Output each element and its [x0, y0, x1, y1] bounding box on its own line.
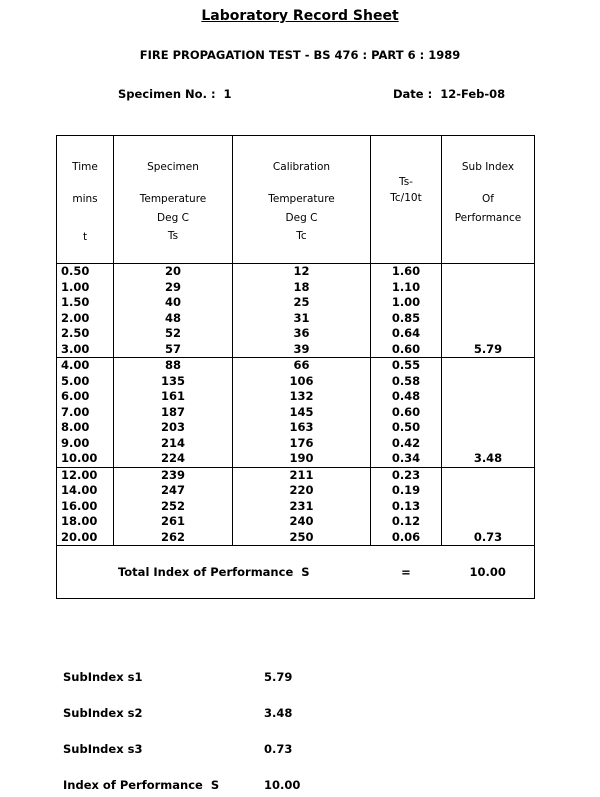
calibration-temp-cell: 190 — [233, 451, 371, 467]
time-cell: 16.00 — [57, 499, 114, 515]
ratio-cell: 1.00 — [371, 295, 442, 311]
time-cell: 18.00 — [57, 514, 114, 530]
header-subindex: Sub Index Of Performance — [442, 136, 535, 264]
table-row — [57, 499, 535, 515]
specimen-temp-cell: 161 — [114, 389, 233, 405]
calibration-temp-cell: 18 — [233, 280, 371, 296]
time-cell: 20.00 — [57, 530, 114, 546]
subindex-cell — [442, 326, 535, 342]
total-equals: = — [371, 546, 442, 599]
specimen-temp-cell: 88 — [114, 358, 233, 374]
table-row — [57, 264, 535, 280]
calibration-temp-cell: 176 — [233, 436, 371, 452]
header-time: Time mins t — [57, 136, 114, 264]
calibration-temp-cell: 163 — [233, 420, 371, 436]
ratio-cell: 0.42 — [371, 436, 442, 452]
table-row — [57, 483, 535, 499]
subindex-cell — [442, 405, 535, 421]
time-cell: 2.50 — [57, 326, 114, 342]
specimen-temp-cell: 135 — [114, 374, 233, 390]
calibration-temp-cell: 106 — [233, 374, 371, 390]
ratio-cell: 0.34 — [371, 451, 442, 467]
ratio-cell: 0.48 — [371, 389, 442, 405]
ratio-cell: 0.12 — [371, 514, 442, 530]
time-cell: 14.00 — [57, 483, 114, 499]
table-row — [57, 326, 535, 342]
subindex-cell: 3.48 — [442, 451, 535, 467]
time-cell: 8.00 — [57, 420, 114, 436]
ratio-cell: 0.50 — [371, 420, 442, 436]
table-row — [57, 436, 535, 452]
subindex-cell — [442, 389, 535, 405]
specimen-temp-cell: 262 — [114, 530, 233, 546]
total-value: 10.00 — [442, 546, 535, 599]
time-cell: 9.00 — [57, 436, 114, 452]
calibration-temp-cell: 25 — [233, 295, 371, 311]
subindex-cell — [442, 436, 535, 452]
table-row — [57, 389, 535, 405]
time-cell: 12.00 — [57, 467, 114, 483]
calibration-temp-cell: 231 — [233, 499, 371, 515]
specimen-temp-cell: 57 — [114, 342, 233, 358]
ratio-cell: 0.60 — [371, 342, 442, 358]
results-table — [56, 135, 535, 599]
time-cell: 0.50 — [57, 264, 114, 280]
time-cell: 4.00 — [57, 358, 114, 374]
calibration-temp-cell: 240 — [233, 514, 371, 530]
calibration-temp-cell: 36 — [233, 326, 371, 342]
specimen-temp-cell: 40 — [114, 295, 233, 311]
calibration-temp-cell: 211 — [233, 467, 371, 483]
calibration-temp-cell: 31 — [233, 311, 371, 327]
document-title: Laboratory Record Sheet — [201, 8, 399, 24]
table-row — [57, 405, 535, 421]
calibration-temp-cell: 250 — [233, 530, 371, 546]
subindex-cell — [442, 420, 535, 436]
subindex-cell — [442, 311, 535, 327]
ratio-cell: 0.64 — [371, 326, 442, 342]
ratio-cell: 1.10 — [371, 280, 442, 296]
header-specimen: Specimen Temperature Deg C Ts — [114, 136, 233, 264]
table-row — [57, 358, 535, 374]
specimen-temp-cell: 48 — [114, 311, 233, 327]
subindex-cell — [442, 358, 535, 374]
time-cell: 7.00 — [57, 405, 114, 421]
subindex-cell — [442, 264, 535, 280]
subindex-cell — [442, 514, 535, 530]
table-row — [57, 530, 535, 546]
summary-value-s3: 0.73 — [264, 742, 293, 756]
subindex-cell: 0.73 — [442, 530, 535, 546]
table-row — [57, 514, 535, 530]
calibration-temp-cell: 145 — [233, 405, 371, 421]
subindex-cell — [442, 280, 535, 296]
test-subtitle: FIRE PROPAGATION TEST - BS 476 : PART 6 : 1989 — [139, 48, 461, 62]
test-date: Date : 12-Feb-08 — [393, 87, 506, 101]
specimen-temp-cell: 187 — [114, 405, 233, 421]
ratio-cell: 0.58 — [371, 374, 442, 390]
total-row — [57, 546, 535, 599]
calibration-temp-cell: 39 — [233, 342, 371, 358]
summary-label-s3: SubIndex s3 — [63, 742, 143, 756]
time-cell: 5.00 — [57, 374, 114, 390]
summary-value-s2: 3.48 — [264, 706, 293, 720]
subindex-cell — [442, 374, 535, 390]
ratio-cell: 1.60 — [371, 264, 442, 280]
ratio-cell: 0.55 — [371, 358, 442, 374]
specimen-temp-cell: 203 — [114, 420, 233, 436]
summary-value-s1: 5.79 — [264, 670, 293, 684]
ratio-cell: 0.23 — [371, 467, 442, 483]
subindex-cell — [442, 483, 535, 499]
summary-label-total: Index of Performance S — [63, 778, 220, 792]
header-calibration: Calibration Temperature Deg C Tc — [233, 136, 371, 264]
time-cell: 6.00 — [57, 389, 114, 405]
specimen-temp-cell: 52 — [114, 326, 233, 342]
table-row — [57, 374, 535, 390]
time-cell: 3.00 — [57, 342, 114, 358]
header-ratio: Ts- Tc/10t — [371, 136, 442, 264]
specimen-number: Specimen No. : 1 — [118, 87, 232, 101]
table-row — [57, 467, 535, 483]
table-row — [57, 311, 535, 327]
specimen-temp-cell: 239 — [114, 467, 233, 483]
table-header-row — [57, 136, 535, 264]
subindex-cell: 5.79 — [442, 342, 535, 358]
subindex-cell — [442, 295, 535, 311]
time-cell: 1.00 — [57, 280, 114, 296]
ratio-cell: 0.06 — [371, 530, 442, 546]
total-label: Total Index of Performance S — [57, 546, 371, 599]
specimen-temp-cell: 29 — [114, 280, 233, 296]
table-row — [57, 342, 535, 358]
time-cell: 2.00 — [57, 311, 114, 327]
calibration-temp-cell: 66 — [233, 358, 371, 374]
specimen-temp-cell: 247 — [114, 483, 233, 499]
specimen-temp-cell: 214 — [114, 436, 233, 452]
time-cell: 10.00 — [57, 451, 114, 467]
specimen-temp-cell: 20 — [114, 264, 233, 280]
table-row — [57, 280, 535, 296]
table-row — [57, 420, 535, 436]
ratio-cell: 0.60 — [371, 405, 442, 421]
subindex-cell — [442, 467, 535, 483]
summary-label-s2: SubIndex s2 — [63, 706, 143, 720]
specimen-temp-cell: 252 — [114, 499, 233, 515]
calibration-temp-cell: 132 — [233, 389, 371, 405]
table-row — [57, 295, 535, 311]
summary-value-total: 10.00 — [264, 778, 301, 792]
specimen-temp-cell: 261 — [114, 514, 233, 530]
subindex-cell — [442, 499, 535, 515]
summary-label-s1: SubIndex s1 — [63, 670, 143, 684]
ratio-cell: 0.19 — [371, 483, 442, 499]
ratio-cell: 0.85 — [371, 311, 442, 327]
calibration-temp-cell: 12 — [233, 264, 371, 280]
ratio-cell: 0.13 — [371, 499, 442, 515]
calibration-temp-cell: 220 — [233, 483, 371, 499]
table-row — [57, 451, 535, 467]
specimen-temp-cell: 224 — [114, 451, 233, 467]
time-cell: 1.50 — [57, 295, 114, 311]
